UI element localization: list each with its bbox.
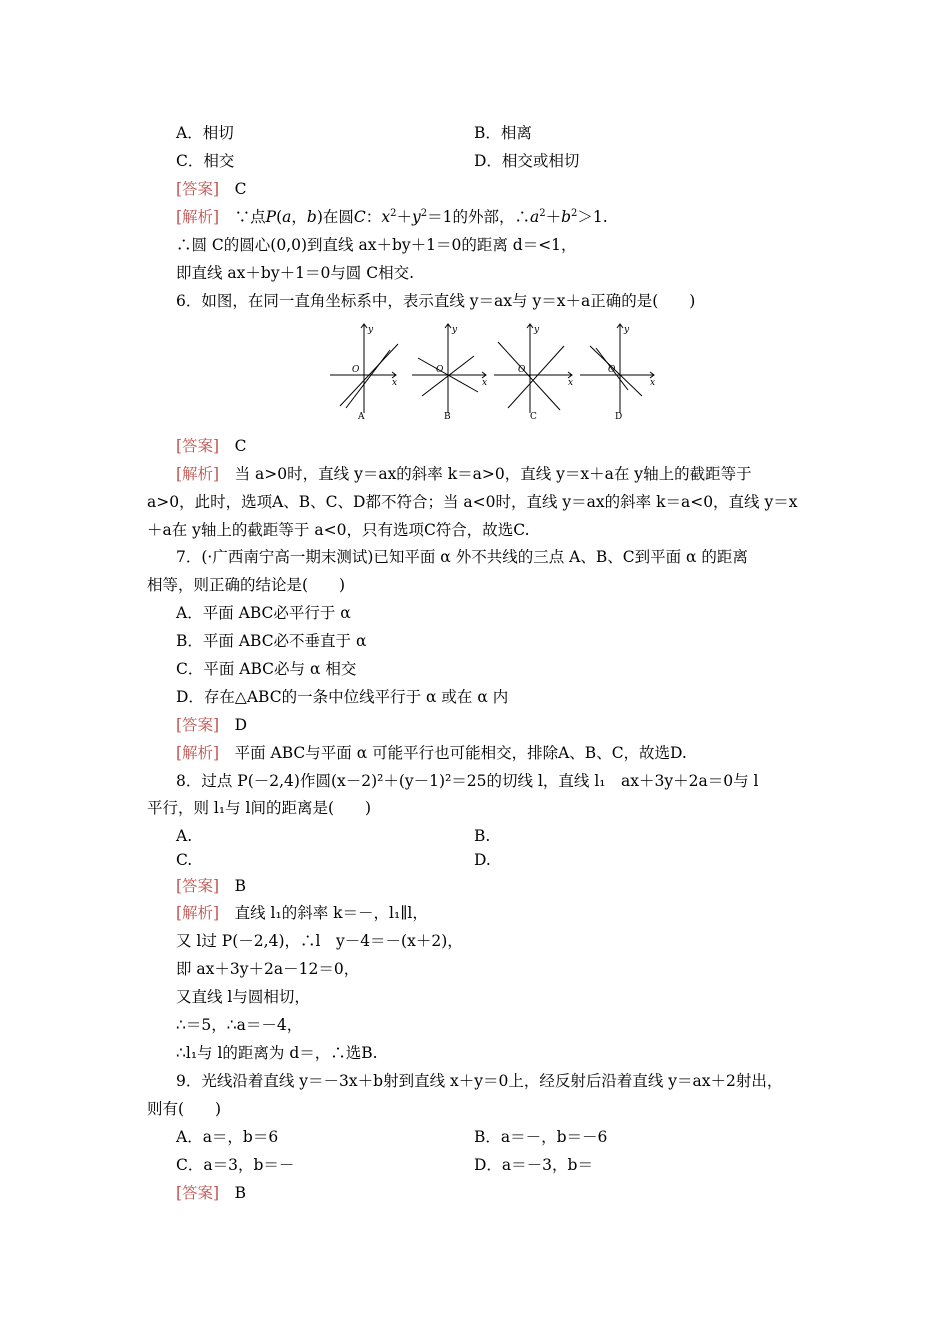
q8-analysis-line-5: ∴＝5，∴a＝－4， (176, 1016, 303, 1034)
q6-analysis-text-1: 当 a>0时，直线 y＝ax的斜率 k＝a>0，直线 y＝x＋a在 y轴上的截距等于 (234, 465, 752, 483)
fig-d-y-label: y (624, 325, 630, 335)
figure-panel-b (412, 324, 486, 413)
answer-tag: [答案] (176, 1184, 220, 1202)
q9-answer-value: B (234, 1184, 247, 1202)
fig-c-x-label: x (568, 378, 574, 388)
q8-option-d: D. (474, 851, 491, 869)
q8-answer-value: B (234, 877, 247, 895)
answer-tag: [答案] (176, 437, 220, 455)
q6-figure (326, 318, 666, 423)
q7-analysis-text: 平面 ABC与平面 α 可能平行也可能相交，排除A、B、C，故选D. (234, 744, 687, 762)
q8-stem-line-1: 8．过点 P(－2,4)作圆(x－2)²＋(y－1)²＝25的切线 l，直线 l₁ ax＋3y＋2a＝0与 l (176, 772, 759, 790)
q5-an1-pre: ∵点 (234, 208, 266, 226)
figure-panel-c (494, 324, 572, 413)
fig-label-d: D (615, 412, 623, 422)
analysis-tag: [解析] (176, 744, 220, 762)
q8-option-c: C. (176, 851, 193, 869)
q7-option-a: A．平面 ABC必平行于 α (176, 604, 351, 622)
fig-label-b: B (444, 412, 451, 422)
q5-answer-value: C (234, 180, 247, 198)
q5-analysis-line-2: ∴圆 C的圆心(0,0)到直线 ax＋by＋1＝0的距离 d＝<1， (176, 236, 577, 254)
q5-an1-tail2: ＞1. (577, 208, 608, 226)
q6-answer-value: C (234, 437, 247, 455)
fig-d-origin: O (608, 365, 616, 375)
q9-stem-line-2: 则有( ) (147, 1100, 222, 1118)
q5-an1-a: a (282, 208, 292, 226)
fig-a-origin: O (352, 365, 360, 375)
fig-label-c: C (530, 412, 537, 422)
q5-an1-b2: b (561, 208, 572, 226)
q5-an1-exp-a: 2 (539, 207, 546, 219)
q6-analysis-line-1 (176, 464, 752, 484)
q5-an1-mid: ： (365, 208, 382, 226)
fig-a-x-label: x (392, 378, 398, 388)
q5-an1-b: b (306, 208, 317, 226)
fig-b-x-label: x (482, 378, 488, 388)
analysis-tag: [解析] (176, 904, 220, 922)
answer-tag: [答案] (176, 180, 220, 198)
q5-an1-circle: 在圆 (322, 208, 354, 226)
q5-an1-tail1: ＝1的外部，∴ (427, 208, 530, 226)
fig-d-x-label: x (650, 378, 656, 388)
figure-panel-a (330, 324, 398, 413)
q5-an1-exp-x: 2 (390, 207, 397, 219)
q7-option-d: D．存在△ABC的一条中位线平行于 α 或在 α 内 (176, 688, 509, 706)
fig-c-y-label: y (534, 325, 540, 335)
q7-answer-line (176, 715, 247, 735)
q8-analysis-line-6: ∴l₁与 l的距离为 d＝，∴选B. (176, 1044, 378, 1062)
q5-option-c: C．相交 (176, 152, 235, 170)
q6-analysis-line-3: ＋a在 y轴上的截距等于 a<0，只有选项C符合，故选C. (147, 521, 530, 539)
q9-option-d: D．a＝－3，b＝ (474, 1156, 593, 1174)
q8-analysis-line-3: 即 ax＋3y＋2a－12＝0， (176, 960, 360, 978)
q9-option-b: B．a＝－，b＝－6 (474, 1128, 608, 1146)
q9-stem-line-1: 9．光线沿着直线 y＝－3x＋b射到直线 x＋y＝0上，经反射后沿着直线 y＝ax＋2射出， (176, 1072, 783, 1090)
answer-tag: [答案] (176, 716, 220, 734)
q6-stem: 6．如图，在同一直角坐标系中，表示直线 y＝ax与 y＝x＋a正确的是( ) (176, 292, 696, 310)
q5-option-b: B．相离 (474, 124, 532, 142)
q9-option-a: A．a＝，b＝6 (176, 1128, 279, 1146)
q8-option-a: A. (176, 827, 193, 845)
q5-analysis-line-3: 即直线 ax＋by＋1＝0与圆 C相交. (176, 264, 415, 282)
q5-an1-exp-b: 2 (571, 207, 578, 219)
q9-answer-line (176, 1183, 246, 1203)
q8-analysis-line-4: 又直线 l与圆相切， (176, 988, 310, 1006)
q5-an1-c: C (353, 208, 366, 226)
q5-an1-x: x (381, 208, 391, 226)
fig-b-origin: O (436, 365, 444, 375)
q8-option-b: B. (474, 827, 491, 845)
q5-an1-exp-y: 2 (420, 207, 428, 219)
fig-b-y-label: y (452, 325, 458, 335)
q7-stem-line-2: 相等，则正确的结论是( ) (147, 576, 346, 594)
q5-an1-p: P (265, 208, 277, 226)
fig-c-origin: O (518, 365, 526, 375)
q7-analysis-line (176, 743, 687, 763)
q6-analysis-line-2: a>0，此时，选项A、B、C、D都不符合；当 a<0时，直线 y＝ax的斜率 k＝a<0，直线 y＝x (147, 493, 798, 511)
q5-option-a: A．相切 (176, 124, 234, 142)
q9-option-c: C．a＝3，b＝－ (176, 1156, 295, 1174)
q5-option-d: D．相交或相切 (474, 152, 580, 170)
q8-answer-line (176, 876, 246, 896)
q5-answer-line (176, 179, 247, 199)
q7-option-c: C．平面 ABC必与 α 相交 (176, 660, 357, 678)
analysis-tag: [解析] (176, 465, 220, 483)
figure-panel-d (580, 324, 654, 413)
q7-option-b: B．平面 ABC必不垂直于 α (176, 632, 367, 650)
q8-stem-line-2: 平行，则 l₁与 l间的距离是( ) (147, 799, 372, 817)
q8-analysis-line-2: 又 l过 P(－2,4)，∴l y－4＝－(x＋2)， (176, 932, 463, 950)
q8-analysis-text-1: 直线 l₁的斜率 k＝－，l₁∥l， (234, 904, 428, 922)
q8-analysis-line-1 (176, 903, 428, 923)
q7-answer-value: D (234, 716, 248, 734)
answer-tag: [答案] (176, 877, 220, 895)
fig-label-a: A (358, 412, 365, 422)
q7-stem-line-1: 7．(·广西南宁高一期末测试)已知平面 α 外不共线的三点 A、B、C到平面 α 的距离 (176, 548, 748, 566)
fig-a-y-label: y (368, 325, 374, 335)
q6-answer-line (176, 436, 247, 456)
q5-an1-y: y (411, 208, 421, 226)
q5-an1-a2: a (529, 208, 540, 226)
analysis-tag: [解析] (176, 208, 220, 226)
q5-analysis-line-1: [解析] ∵点P(a，b)在圆C：$x^2+y^2=1$的外部，$\therefore a^2+b^2>1$. (176, 207, 608, 226)
